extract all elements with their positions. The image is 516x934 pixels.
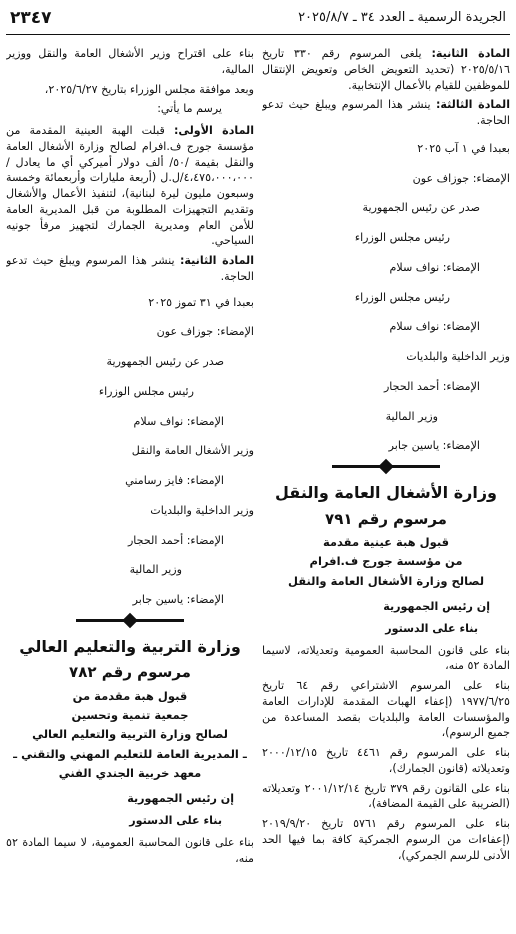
decree-date: بعبدا في ١ آب ٢٠٢٥ <box>417 141 510 155</box>
minister-title: وزير الداخلية والبلديات <box>406 350 510 363</box>
decree-number: مرسوم رقم ٧٨٢ <box>69 663 191 682</box>
decree-number: مرسوم رقم ٧٩١ <box>325 509 447 528</box>
signature-president: الإمضاء: جوزاف عون <box>156 325 254 339</box>
ministry-heading: وزارة الأشغال العامة والنقل <box>275 483 497 502</box>
president-line: إن رئيس الجمهورية <box>383 600 490 613</box>
decree-subject: لصالح وزارة التربية والتعليم العالي <box>32 727 228 742</box>
minister-signature: الإمضاء: ياسين جابر <box>132 593 224 606</box>
minister-title: وزير المالية <box>129 563 182 577</box>
preamble-paragraph: وبعد موافقة مجلس الوزراء بتاريخ ٢٠٢٥/٦/٢٧، <box>44 82 254 96</box>
preamble-paragraph: بناء على المرسوم رقم ٥٧٦١ تاريخ ٢٠١٩/٩/٢٠ (إعفاءات من الرسوم الجمركية كافة بما فيها الحد الأدنى للرسم الجمركي)، <box>262 817 510 862</box>
constitution-line: بناء على الدستور <box>385 621 478 635</box>
pm-signature: الإمضاء: نواف سلام <box>389 260 480 274</box>
pm-title: رئيس مجلس الوزراء <box>354 231 450 244</box>
decrees-line: يرسم ما يأتي: <box>157 102 222 116</box>
issued-by: صدر عن رئيس الجمهورية <box>362 201 480 215</box>
page-number: ٢٣٤٧ <box>10 8 52 28</box>
minister-title: وزير الداخلية والبلديات <box>150 503 254 517</box>
issued-by: صدر عن رئيس الجمهورية <box>106 355 224 368</box>
section-divider <box>6 614 254 626</box>
decree-date: بعبدا في ٣١ تموز ٢٠٢٥ <box>148 295 254 309</box>
preamble-paragraph: بناء على قانون المحاسبة العمومية، لا سيما المادة ٥٢ منه، <box>6 835 254 865</box>
pm-signature: الإمضاء: نواف سلام <box>389 320 480 334</box>
decree-subject: جمعية تنمية وتحسين <box>71 708 189 723</box>
decree-subject: قبول هبة عينية مقدمة <box>322 535 450 550</box>
preamble-paragraph: بناء على اقتراح وزير الأشغال العامة والنقل ووزير المالية، <box>6 47 254 76</box>
minister-title: وزير الأشغال العامة والنقل <box>131 444 254 458</box>
decree-subject: لصالح وزارة الأشغال العامة والنقل <box>287 573 485 588</box>
pm-title: رئيس مجلس الوزراء <box>98 384 194 398</box>
minister-signature: الإمضاء: فايز رسامني <box>125 474 224 487</box>
article-label: المادة الثانية: <box>431 47 510 60</box>
section-divider <box>262 460 510 472</box>
article-text: ينشر هذا المرسوم ويبلغ حيث تدعو الحاجة. <box>262 98 510 127</box>
constitution-line: بناء على الدستور <box>129 814 222 828</box>
article-paragraph <box>262 46 510 93</box>
article-label: المادة الأولى: <box>173 124 254 137</box>
preamble-paragraph: بناء على قانون المحاسبة العمومية وتعديلاته، لاسيما المادة ٥٢ منه، <box>262 643 510 673</box>
preamble-paragraph: بناء على القانون رقم ٣٧٩ تاريخ ٢٠٠١/١٢/١٤ وتعديلاته (الضريبة على القيمة المضافة)، <box>262 781 510 811</box>
president-line: إن رئيس الجمهورية <box>127 792 234 806</box>
signature-president: الإمضاء: جوزاف عون <box>412 171 510 185</box>
minister-signature: الإمضاء: ياسين جابر <box>388 439 480 453</box>
article-paragraph <box>6 123 254 249</box>
article-text: قبلت الهبة العينية المقدمة من مؤسسة جورج ف.افرام لصالح وزارة الأشغال العامة والنقل بقيمة /٥٠/ ألف دولار أميركي أي ما يعادل /٤،٤٧٥،٠٠٠،٠٠٠/ل.ل (أربعة مليارات وأربعمائة وخمسة وسبعون مليون ليرة لبنانية)، لتنفيذ الأعمال والأشغال وتقديم التجهيزات المطلوبة من قبل المديرية العامة للأمن العام ومديرية الجمارك لتجهيز مرفأ جونيه السياحي. <box>6 124 254 248</box>
ministry-heading: وزارة التربية والتعليم العالي <box>19 636 241 656</box>
minister-signature: الإمضاء: أحمد الحجار <box>383 379 480 393</box>
decree-subject: معهد خربية الجندي الفني <box>58 766 202 781</box>
right-column <box>262 46 510 926</box>
article-text: يلغى المرسوم رقم ٣٣٠ تاريخ ٢٠٢٥/٥/١٦ (تحديد التعويض الخاص وتعويض الإنتقال للموظفين للقيام بالأعمال الإنتخابية. <box>262 47 510 92</box>
decree-subject: قبول هبة مقدمة من <box>72 688 188 703</box>
article-label: المادة الثانية: <box>179 254 254 267</box>
article-text: ينشر هذا المرسوم ويبلغ حيث تدعو الحاجة. <box>6 254 254 283</box>
decree-subject: ـ المديرية العامة للتعليم المهني والتقني ـ <box>13 746 247 761</box>
article-paragraph <box>262 97 510 129</box>
preamble-paragraph: بناء على المرسوم الاشتراعي رقم ٦٤ تاريخ ١٩٧٧/٦/٢٥ (إعفاء الهبات المقدمة للإدارات العامة والمؤسسات العامة والبلديات بقصد المساعدة من جميع الرسوم)، <box>262 679 510 740</box>
pm-signature: الإمضاء: نواف سلام <box>133 414 224 428</box>
pm-title: رئيس مجلس الوزراء <box>354 290 450 304</box>
preamble-paragraph: بناء على المرسوم رقم ٤٤٦١ تاريخ ٢٠٠٠/١٢/١٥ وتعديلاته (قانون الجمارك)، <box>262 746 510 775</box>
gazette-title: الجريدة الرسمية ـ العدد ٣٤ ـ ٢٠٢٥/٨/٧ <box>298 10 506 25</box>
article-paragraph <box>6 253 254 285</box>
minister-signature: الإمضاء: أحمد الحجار <box>127 533 224 547</box>
page-header <box>6 6 510 35</box>
article-label: المادة الثالثة: <box>435 98 510 112</box>
left-column <box>6 46 254 926</box>
decree-subject: من مؤسسة جورج ف.افرام <box>309 554 463 569</box>
minister-title: وزير المالية <box>385 409 438 423</box>
